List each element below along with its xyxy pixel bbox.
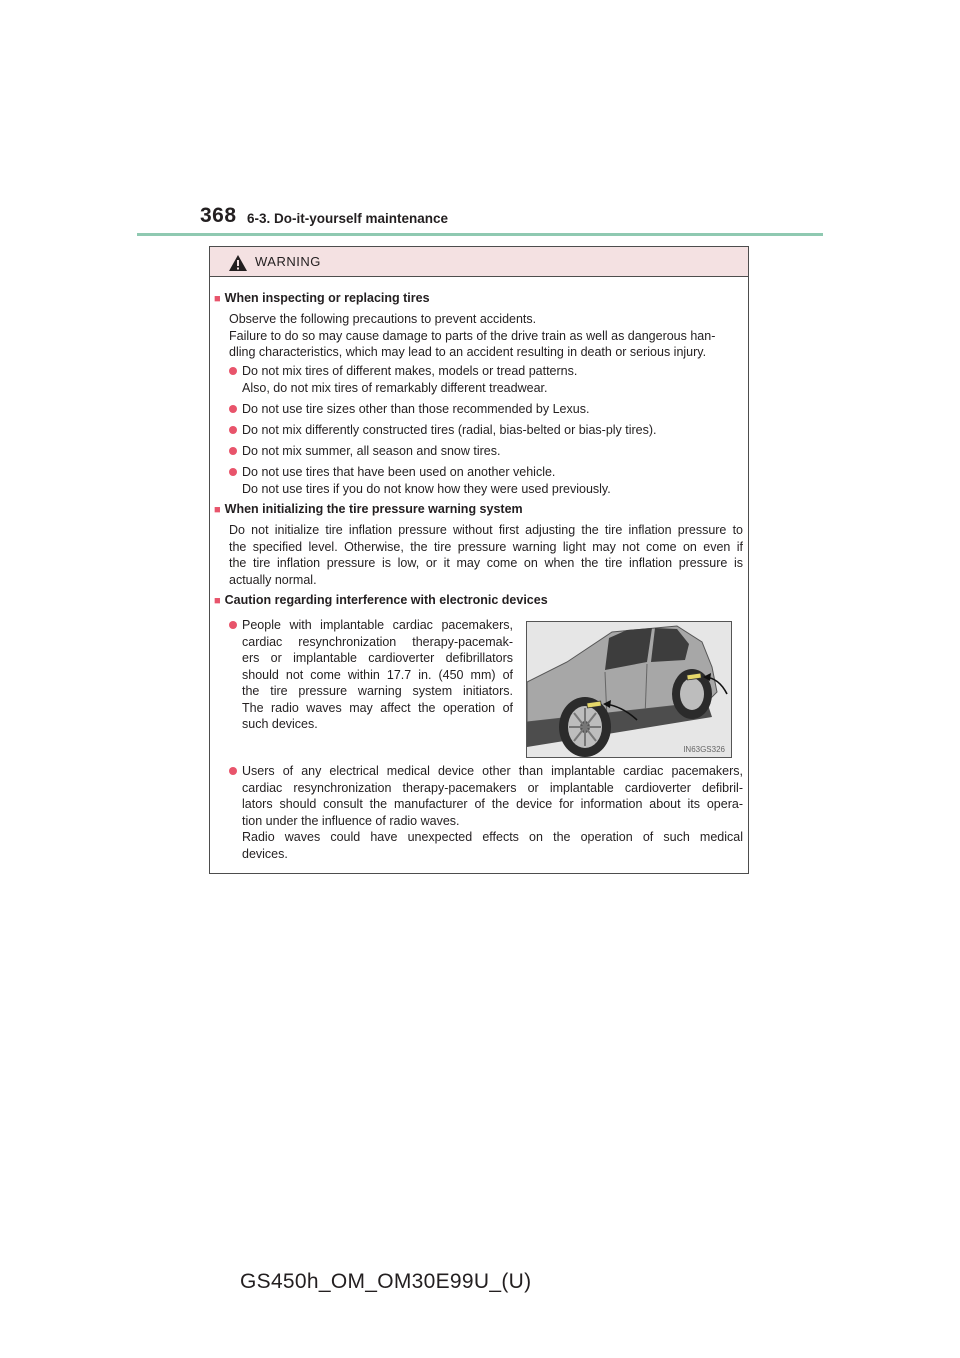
section-heading-tires: ■ When inspecting or replacing tires bbox=[214, 291, 430, 305]
initializing-intro: Do not initialize tire inflation pressure without first adjusting the tire inflation pressure to the specified level. Otherwise, the tire pressure warning light may not come on even if the tire inflation pressure is low, or it may come on when the tire inflation pressure is actually normal. bbox=[229, 523, 743, 587]
header-divider bbox=[137, 233, 823, 236]
square-bullet-icon: ■ bbox=[214, 595, 221, 607]
list-item: Do not mix differently constructed tires (radial, bias-belted or bias-ply tires). bbox=[229, 422, 743, 439]
list-item: Do not mix summer, all season and snow tires. bbox=[229, 443, 743, 460]
bullet-dot-icon bbox=[229, 621, 237, 629]
bullet-dot-icon bbox=[229, 468, 237, 476]
bullet-dot-icon bbox=[229, 767, 237, 775]
car-tire-initiator-illustration bbox=[526, 621, 732, 758]
warning-header bbox=[210, 247, 748, 277]
section-heading-interference: ■ Caution regarding interference with electronic devices bbox=[214, 593, 548, 607]
warning-box bbox=[209, 246, 749, 874]
bullet-dot-icon bbox=[229, 405, 237, 413]
section-heading-initializing: ■ When initializing the tire pressure warning system bbox=[214, 502, 523, 516]
page-header bbox=[0, 0, 960, 240]
model-code-footer: GS450h_OM_OM30E99U_(U) bbox=[240, 1270, 532, 1293]
car-illustration-icon bbox=[527, 622, 731, 757]
warning-triangle-icon bbox=[228, 254, 248, 272]
list-item: Do not mix tires of different makes, models or tread patterns. Also, do not mix tires of remarkably different treadwear. bbox=[229, 363, 743, 396]
bullet-dot-icon bbox=[229, 367, 237, 375]
bullet-dot-icon bbox=[229, 426, 237, 434]
warning-label: WARNING bbox=[255, 254, 321, 269]
tires-intro: Observe the following precautions to prevent accidents. Failure to do so may cause damage to parts of the drive train as well as dangerous han- dling characteristics, which may lead to an accident resulting in death or serious injury. bbox=[229, 312, 716, 359]
figure-code: IN63GS326 bbox=[683, 745, 725, 754]
square-bullet-icon: ■ bbox=[214, 293, 221, 305]
square-bullet-icon: ■ bbox=[214, 504, 221, 516]
bullet-dot-icon bbox=[229, 447, 237, 455]
list-item: Users of any electrical medical device other than implantable cardiac pacemakers, cardiac resynchronization therapy-pacemakers or implantable cardioverter defibril- lators should consult the manufacturer of the device for information about its opera- tion under the influence of radio waves. Radio waves could have unexpected effects on the operation of such medical devices. bbox=[229, 763, 743, 862]
list-item: Do not use tires that have been used on another vehicle. Do not use tires if you do not know how they were used previously. bbox=[229, 464, 743, 497]
list-item: People with implantable cardiac pacemakers, cardiac resynchronization therapy-pacemak- ers or implantable cardioverter defibrillators should not come within 17.7 in. (450 mm) of the tire pressure warning system initiators. The radio waves may affect the operation of such devices. bbox=[229, 617, 513, 733]
list-item: Do not use tire sizes other than those recommended by Lexus. bbox=[229, 401, 743, 418]
page-number: 368 bbox=[200, 204, 237, 227]
section-title: 6-3. Do-it-yourself maintenance bbox=[247, 211, 449, 226]
